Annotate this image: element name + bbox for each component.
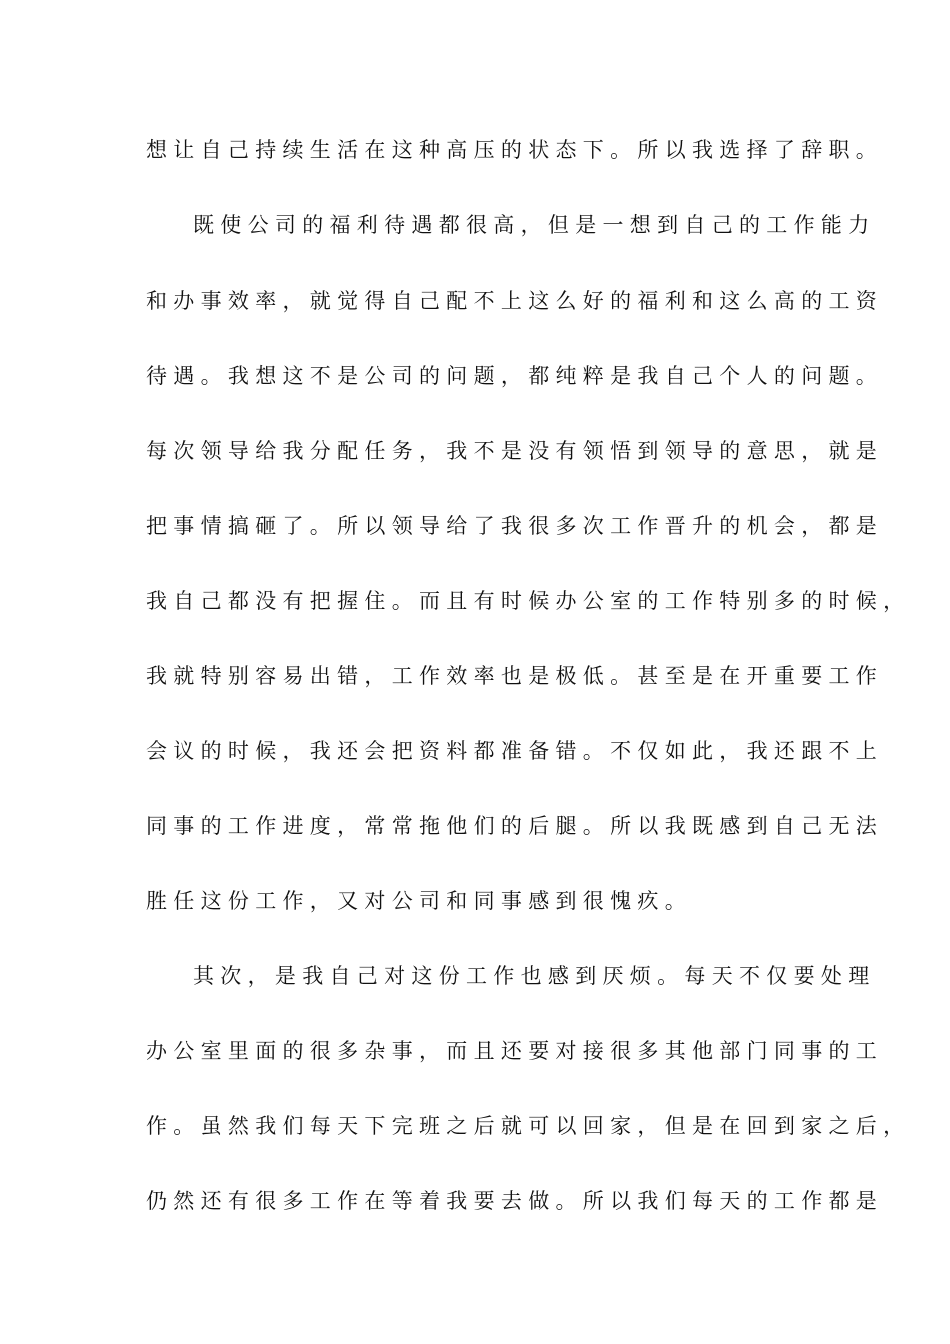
paragraph-start-line: 其次，是我自己对这份工作也感到厌烦。每天不仅要处理 bbox=[193, 964, 876, 988]
text-line: 把事情搞砸了。所以领导给了我很多次工作晋升的机会，都是 bbox=[146, 514, 884, 538]
text-line: 仍然还有很多工作在等着我要去做。所以我们每天的工作都是 bbox=[146, 1189, 884, 1213]
text-line: 和办事效率，就觉得自己配不上这么好的福利和这么高的工资 bbox=[146, 289, 884, 313]
text-line: 办公室里面的很多杂事，而且还要对接很多其他部门同事的工 bbox=[146, 1039, 884, 1063]
text-line: 每次领导给我分配任务，我不是没有领悟到领导的意思，就是 bbox=[146, 439, 884, 463]
text-line: 同事的工作进度，常常拖他们的后腿。所以我既感到自己无法 bbox=[146, 814, 884, 838]
paragraph-start-line: 既使公司的福利待遇都很高，但是一想到自己的工作能力 bbox=[193, 213, 876, 237]
text-line: 作。虽然我们每天下完班之后就可以回家，但是在回到家之后， bbox=[146, 1114, 911, 1138]
text-line: 我就特别容易出错，工作效率也是极低。甚至是在开重要工作 bbox=[146, 664, 884, 688]
text-line: 胜任这份工作，又对公司和同事感到很愧疚。 bbox=[146, 889, 692, 913]
text-line: 我自己都没有把握住。而且有时候办公室的工作特别多的时候， bbox=[146, 589, 911, 613]
text-line: 待遇。我想这不是公司的问题，都纯粹是我自己个人的问题。 bbox=[146, 364, 884, 388]
text-line: 想让自己持续生活在这种高压的状态下。所以我选择了辞职。 bbox=[146, 138, 884, 162]
text-line: 会议的时候，我还会把资料都准备错。不仅如此，我还跟不上 bbox=[146, 739, 884, 763]
